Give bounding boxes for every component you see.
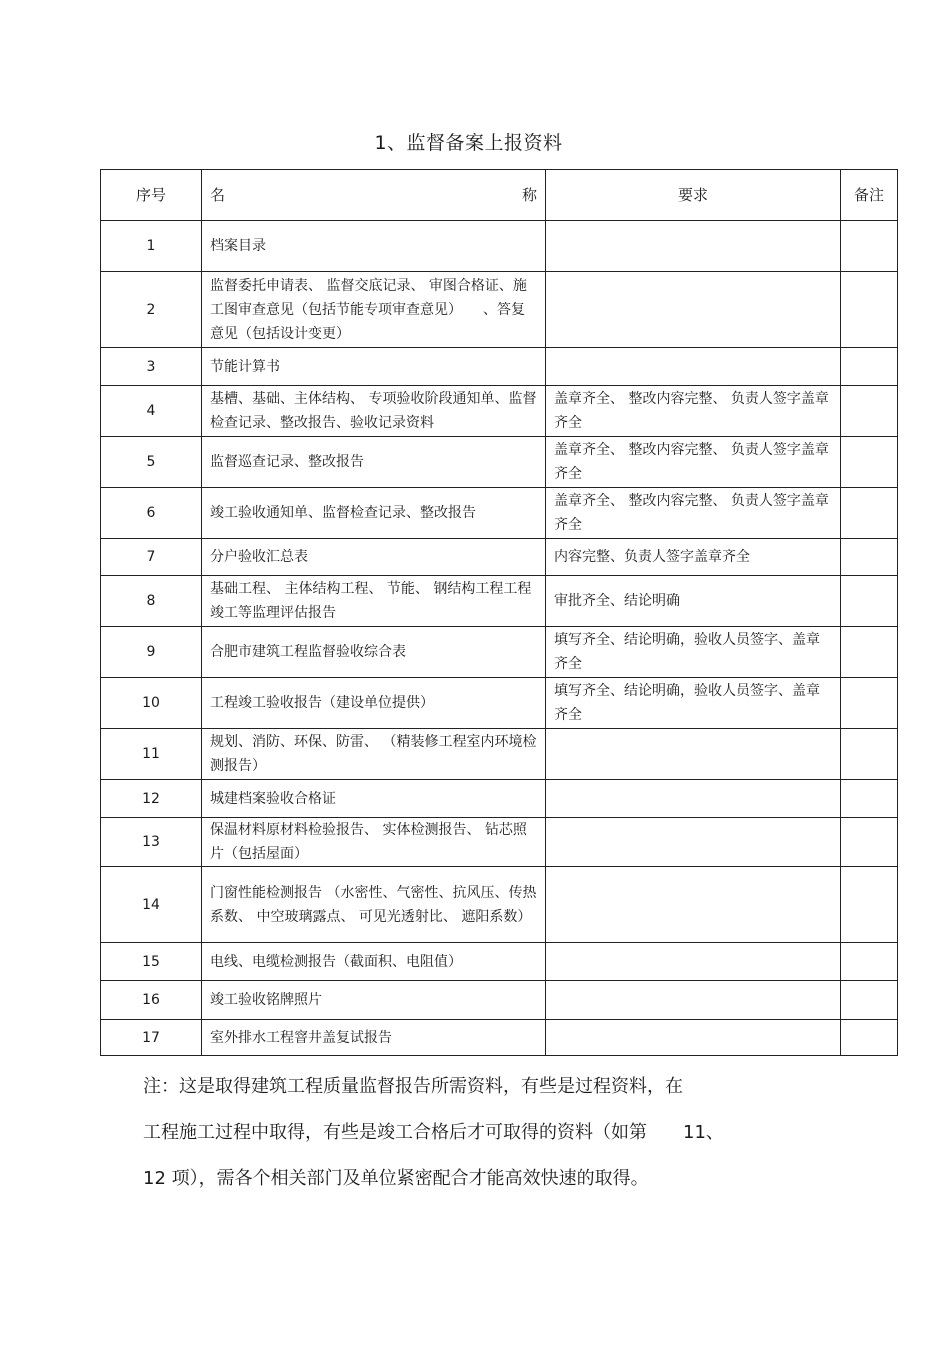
row-name: 基槽、基础、主体结构、 专项验收阶段通知单、监督检查记录、整改报告、验收记录资料 — [202, 386, 546, 437]
table-header-row — [101, 170, 898, 221]
row-remark — [841, 576, 898, 627]
row-seq: 6 — [101, 488, 202, 539]
row-name: 工程竣工验收报告（建设单位提供） — [202, 678, 546, 729]
row-remark — [841, 539, 898, 576]
row-name: 监督巡查记录、整改报告 — [202, 437, 546, 488]
header-name — [202, 170, 546, 221]
row-name: 电线、电缆检测报告（截面积、电阻值） — [202, 943, 546, 981]
row-name: 监督委托申请表、 监督交底记录、 审图合格证、施工图审查意见（包括节能专项审查意见） 、答复意见（包括设计变更） — [202, 272, 546, 348]
row-remark — [841, 627, 898, 678]
row-seq: 12 — [101, 780, 202, 818]
table-row — [101, 437, 898, 488]
row-seq: 1 — [101, 221, 202, 272]
table-row — [101, 539, 898, 576]
report-materials-table — [100, 169, 898, 1056]
row-seq: 17 — [101, 1020, 202, 1056]
table-row — [101, 488, 898, 539]
row-remark — [841, 386, 898, 437]
row-seq: 3 — [101, 348, 202, 386]
row-name: 规划、消防、环保、防雷、 （精装修工程室内环境检测报告） — [202, 729, 546, 780]
row-requirement — [546, 272, 841, 348]
row-requirement — [546, 729, 841, 780]
row-requirement: 填写齐全、结论明确，验收人员签字、盖章齐全 — [546, 678, 841, 729]
row-name: 竣工验收通知单、监督检查记录、整改报告 — [202, 488, 546, 539]
row-name: 节能计算书 — [202, 348, 546, 386]
page-title: 1、监督备案上报资料 — [374, 132, 563, 154]
row-remark — [841, 867, 898, 943]
row-seq: 15 — [101, 943, 202, 981]
row-remark — [841, 678, 898, 729]
row-remark — [841, 981, 898, 1020]
row-remark — [841, 348, 898, 386]
row-requirement: 审批齐全、结论明确 — [546, 576, 841, 627]
row-remark — [841, 437, 898, 488]
row-remark — [841, 780, 898, 818]
row-requirement — [546, 867, 841, 943]
row-name: 合肥市建筑工程监督验收综合表 — [202, 627, 546, 678]
row-seq: 9 — [101, 627, 202, 678]
footnote-line: 12 项），需各个相关部门及单位紧密配合才能高效快速的取得。 — [143, 1168, 649, 1189]
row-name: 门窗性能检测报告 （水密性、气密性、抗风压、传热系数、 中空玻璃露点、 可见光透射比、 遮阳系数） — [202, 867, 546, 943]
row-name: 室外排水工程窨井盖复试报告 — [202, 1020, 546, 1056]
footnote-line: 注：这是取得建筑工程质量监督报告所需资料，有些是过程资料，在 — [143, 1076, 683, 1097]
row-requirement — [546, 943, 841, 981]
row-seq: 13 — [101, 818, 202, 867]
footnote — [143, 1064, 843, 1202]
row-requirement: 盖章齐全、 整改内容完整、 负责人签字盖章齐全 — [546, 437, 841, 488]
row-seq: 16 — [101, 981, 202, 1020]
row-name: 城建档案验收合格证 — [202, 780, 546, 818]
row-seq: 14 — [101, 867, 202, 943]
footnote-line: 工程施工过程中取得，有些是竣工合格后才可取得的资料（如第 11、 — [143, 1122, 724, 1143]
row-remark — [841, 943, 898, 981]
table-row — [101, 943, 898, 981]
row-name: 基础工程、 主体结构工程、 节能、 钢结构工程工程竣工等监理评估报告 — [202, 576, 546, 627]
table-row — [101, 729, 898, 780]
row-seq: 5 — [101, 437, 202, 488]
row-requirement — [546, 818, 841, 867]
table-row — [101, 867, 898, 943]
header-requirement: 要求 — [546, 170, 841, 221]
row-seq: 11 — [101, 729, 202, 780]
row-remark — [841, 1020, 898, 1056]
table-row — [101, 576, 898, 627]
row-seq: 8 — [101, 576, 202, 627]
table-row — [101, 1020, 898, 1056]
table-row — [101, 627, 898, 678]
row-seq: 7 — [101, 539, 202, 576]
row-remark — [841, 729, 898, 780]
row-seq: 2 — [101, 272, 202, 348]
row-remark — [841, 272, 898, 348]
row-name: 档案目录 — [202, 221, 546, 272]
row-requirement — [546, 981, 841, 1020]
row-requirement: 盖章齐全、 整改内容完整、 负责人签字盖章齐全 — [546, 386, 841, 437]
row-remark — [841, 221, 898, 272]
row-name: 保温材料原材料检验报告、 实体检测报告、 钻芯照片（包括屋面） — [202, 818, 546, 867]
table-row — [101, 348, 898, 386]
row-name: 竣工验收铭牌照片 — [202, 981, 546, 1020]
row-requirement — [546, 348, 841, 386]
header-name-part1: 名 — [210, 186, 226, 204]
table-row — [101, 221, 898, 272]
header-name-part2: 称 — [521, 186, 537, 204]
row-seq: 10 — [101, 678, 202, 729]
row-seq: 4 — [101, 386, 202, 437]
table-row — [101, 678, 898, 729]
header-remark: 备注 — [841, 170, 898, 221]
header-seq: 序号 — [101, 170, 202, 221]
row-remark — [841, 488, 898, 539]
row-requirement: 内容完整、负责人签字盖章齐全 — [546, 539, 841, 576]
row-requirement: 填写齐全、结论明确，验收人员签字、盖章齐全 — [546, 627, 841, 678]
row-name: 分户验收汇总表 — [202, 539, 546, 576]
row-requirement — [546, 780, 841, 818]
table-row — [101, 818, 898, 867]
row-remark — [841, 818, 898, 867]
row-requirement — [546, 1020, 841, 1056]
row-requirement — [546, 221, 841, 272]
table-row — [101, 272, 898, 348]
table-row — [101, 981, 898, 1020]
table-row — [101, 386, 898, 437]
row-requirement: 盖章齐全、 整改内容完整、 负责人签字盖章齐全 — [546, 488, 841, 539]
table-row — [101, 780, 898, 818]
